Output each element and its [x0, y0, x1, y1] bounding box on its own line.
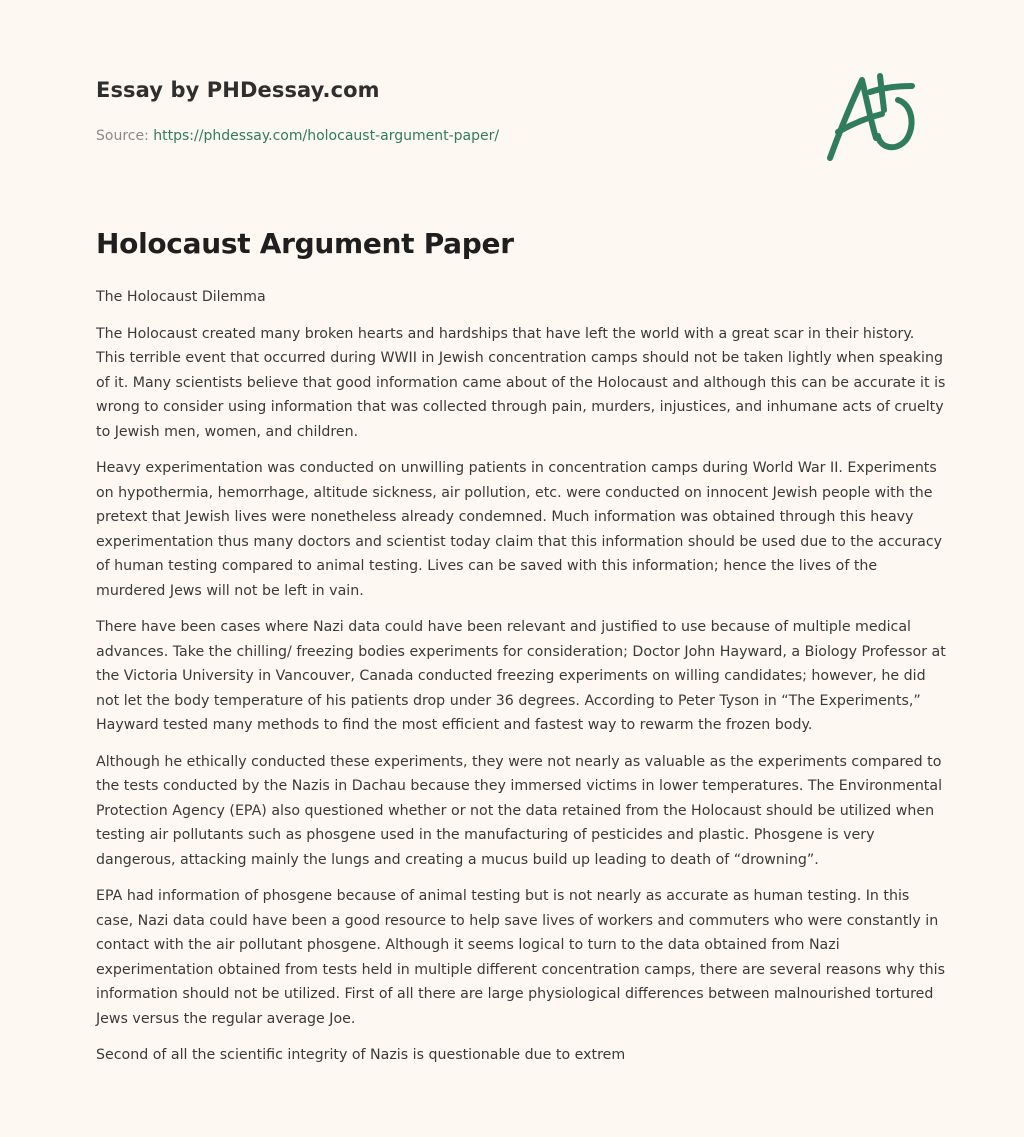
paragraph: Second of all the scientific integrity of Nazis is questionable due to extrem [96, 1047, 626, 1063]
brand-title: Essay by PHDessay.com [96, 78, 380, 102]
source-label: Source: [96, 128, 154, 144]
a-plus-logo-icon [820, 66, 932, 166]
paragraph: EPA had information of phosgene because of animal testing but is not nearly as accurate as human testing. In this case, Nazi data could have been a good resource to help save lives of workers and commuters who were constantly in contact with the air pollutant phosgene. Although it seems logical to turn to the data obtained from Nazi experimentation obtained from tests held in multiple different concentration camps, there are several reasons why this information should not be utilized. First of all there are large physiological differences between malnourished tortured Jews versus the regular average Joe. [96, 888, 946, 1027]
document-title: Holocaust Argument Paper [96, 227, 514, 260]
paragraph: Although he ethically conducted these experiments, they were not nearly as valuable as the experiments compared to the tests conducted by the Nazis in Dachau because they immersed victims in lower temperatures. The Environmental Protection Agency (EPA) also questioned whether or not the data retained from the Holocaust should be utilized when testing air pollutants such as phosgene used in the manufacturing of pesticides and plastic. Phosgene is very dangerous, attacking mainly the lungs and creating a mucus build up leading to death of “drowning”. [96, 753, 943, 868]
paragraph: Heavy experimentation was conducted on unwilling patients in concentration camps during World War II. Experiments on hypothermia, hemorrhage, altitude sickness, air pollution, etc. were conducted on innocent Jewish people with the pretext that Jewish lives were nonetheless already condemned. Much information was obtained through this heavy experimentation thus many doctors and scientist today claim that this information should be used due to the accuracy of human testing compared to animal testing. Lives can be saved with this information; hence the lives of the murdered Jews will not be left in vain. [96, 460, 943, 599]
paragraph: The Holocaust Dilemma [96, 289, 266, 305]
paragraph: The Holocaust created many broken hearts and hardships that have left the world with a great scar in their history. This terrible event that occurred during WWII in Jewish concentration camps should not be taken lightly when speaking of it. Many scientists believe that good information came about of the Holocaust and although this can be accurate it is wrong to consider using information that was collected through pain, murders, injustices, and inhumane acts of cruelty to Jewish men, women, and children. [96, 325, 946, 440]
essay-body [96, 285, 946, 1080]
header [96, 76, 796, 146]
paragraph: There have been cases where Nazi data could have been relevant and justified to use because of multiple medical advances. Take the chilling/ freezing bodies experiments for consideration; Doctor John Hayward, a Biology Professor at the Victoria University in Vancouver, Canada conducted freezing experiments on willing candidates; however, he did not let the body temperature of his patients drop under 36 degrees. According to Peter Tyson in “The Experiments,” Hayward tested many methods to find the most efficient and fastest way to rewarm the frozen body. [96, 619, 946, 733]
source-link[interactable]: https://phdessay.com/holocaust-argument-paper/ [153, 128, 500, 144]
source-line [96, 126, 796, 146]
